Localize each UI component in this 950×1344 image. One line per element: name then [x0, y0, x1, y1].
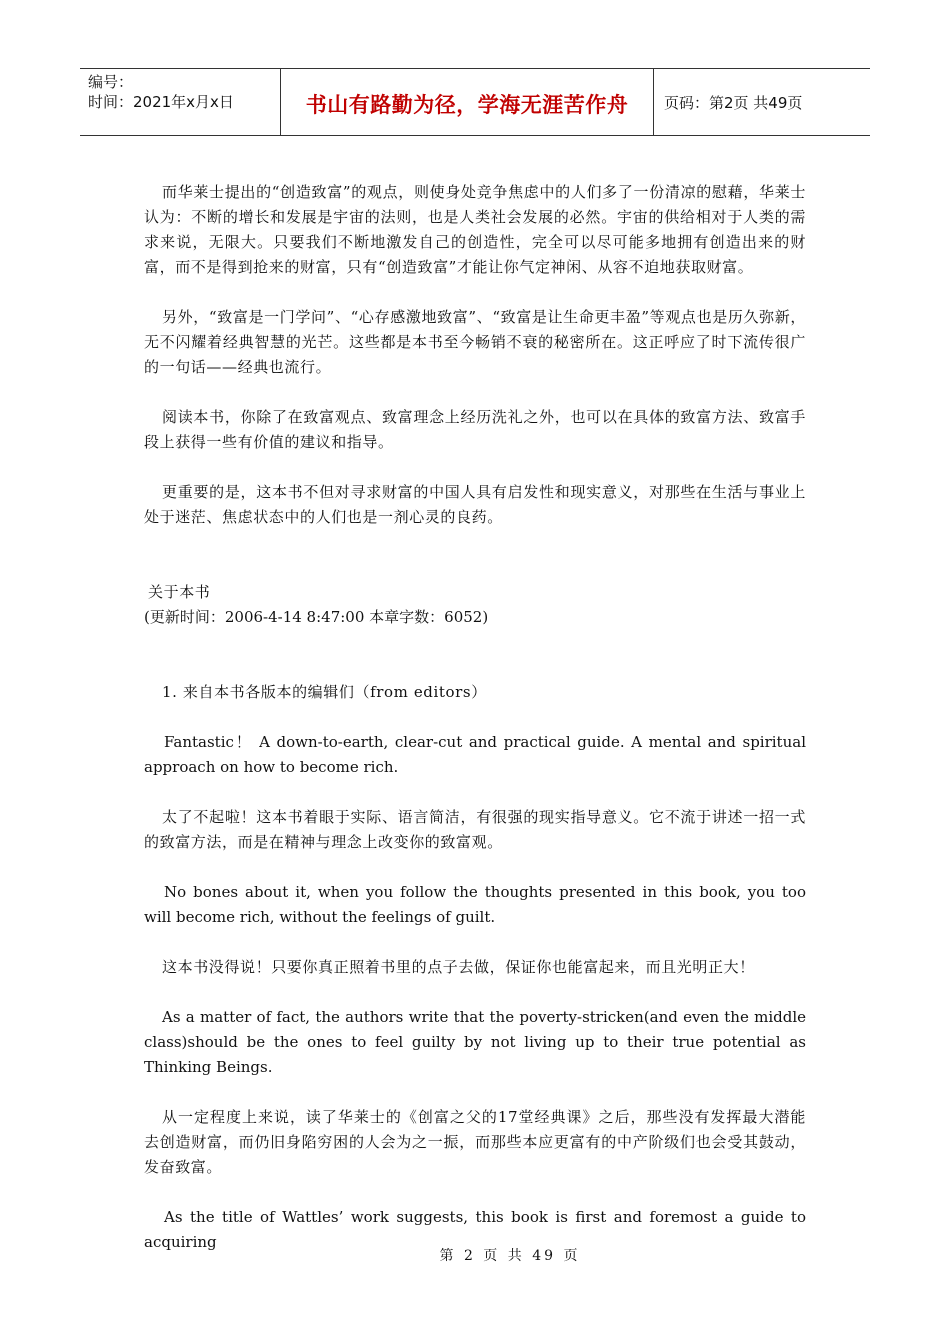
- paragraph: 从一定程度上来说，读了华莱士的《创富之父的17堂经典课》之后，那些没有发挥最大潜能去创造财富，而仍旧身陷穷困的人会为之一振，而那些本应更富有的中产阶级们也会受其鼓动，发奋致富。: [144, 1108, 806, 1176]
- paragraph-english: No bones about it, when you follow the thoughts presented in this book, you too will become rich, without the feelings of guilt.: [144, 883, 806, 926]
- page-footer: 第 2 页 共 49 页: [439, 1248, 581, 1264]
- document-time-label: 时间：2021年x月x日: [88, 93, 234, 111]
- paragraph: 太了不起啦！这本书着眼于实际、语言简洁，有很强的现实指导意义。它不流于讲述一招一式的致富方法，而是在精神与理念上改变你的致富观。: [144, 808, 806, 851]
- paragraph: 另外，“致富是一门学问”、“心存感激地致富”、“致富是让生命更丰盈”等观点也是历久弥新，无不闪耀着经典智慧的光芒。这些都是本书至今畅销不衰的秘密所在。这正呼应了时下流传很广的一句话——经典也流行。: [144, 308, 806, 376]
- document-number-label: 编号：: [88, 73, 134, 91]
- paragraph-english: As the title of Wattles’ work suggests, this book is first and foremost a guide to acquiring: [144, 1208, 806, 1251]
- paragraph: 阅读本书，你除了在致富观点、致富理念上经历洗礼之外，也可以在具体的致富方法、致富手段上获得一些有价值的建议和指导。: [144, 408, 806, 451]
- paragraph: 更重要的是，这本书不但对寻求财富的中国人具有启发性和现实意义，对那些在生活与事业上处于迷茫、焦虑状态中的人们也是一剂心灵的良药。: [144, 483, 806, 526]
- page-header: [80, 68, 870, 136]
- header-motto: 书山有路勤为径，学海无涯苦作舟: [281, 69, 654, 135]
- section-meta: (更新时间：2006-4-14 8:47:00 本章字数：6052): [144, 608, 489, 626]
- list-item: 1. 来自本书各版本的编辑们（from editors）: [162, 683, 487, 701]
- section-title: 关于本书: [148, 583, 211, 601]
- header-meta: [80, 69, 281, 135]
- paragraph-english: Fantastic！ A down-to-earth, clear-cut and practical guide. A mental and spiritual approach on how to become rich.: [144, 733, 806, 776]
- paragraph-english: As a matter of fact, the authors write that the poverty-stricken(and even the middle class)should be the ones to feel guilty by not living up to their true potential as Thinking Beings.: [144, 1008, 806, 1076]
- paragraph: 这本书没得说！只要你真正照着书里的点子去做，保证你也能富起来，而且光明正大！: [162, 958, 755, 976]
- document-body: [144, 180, 806, 1255]
- paragraph: 而华莱士提出的“创造致富”的观点，则使身处竞争焦虑中的人们多了一份清凉的慰藉，华莱士认为：不断的增长和发展是宇宙的法则，也是人类社会发展的必然。宇宙的供给相对于人类的需求来说，无限大。只要我们不断地激发自己的创造性，完全可以尽可能多地拥有创造出来的财富，而不是得到抢来的财富，只有“创造致富”才能让你气定神闲、从容不迫地获取财富。: [144, 183, 806, 276]
- header-page-info: 页码：第2页 共49页: [664, 93, 803, 112]
